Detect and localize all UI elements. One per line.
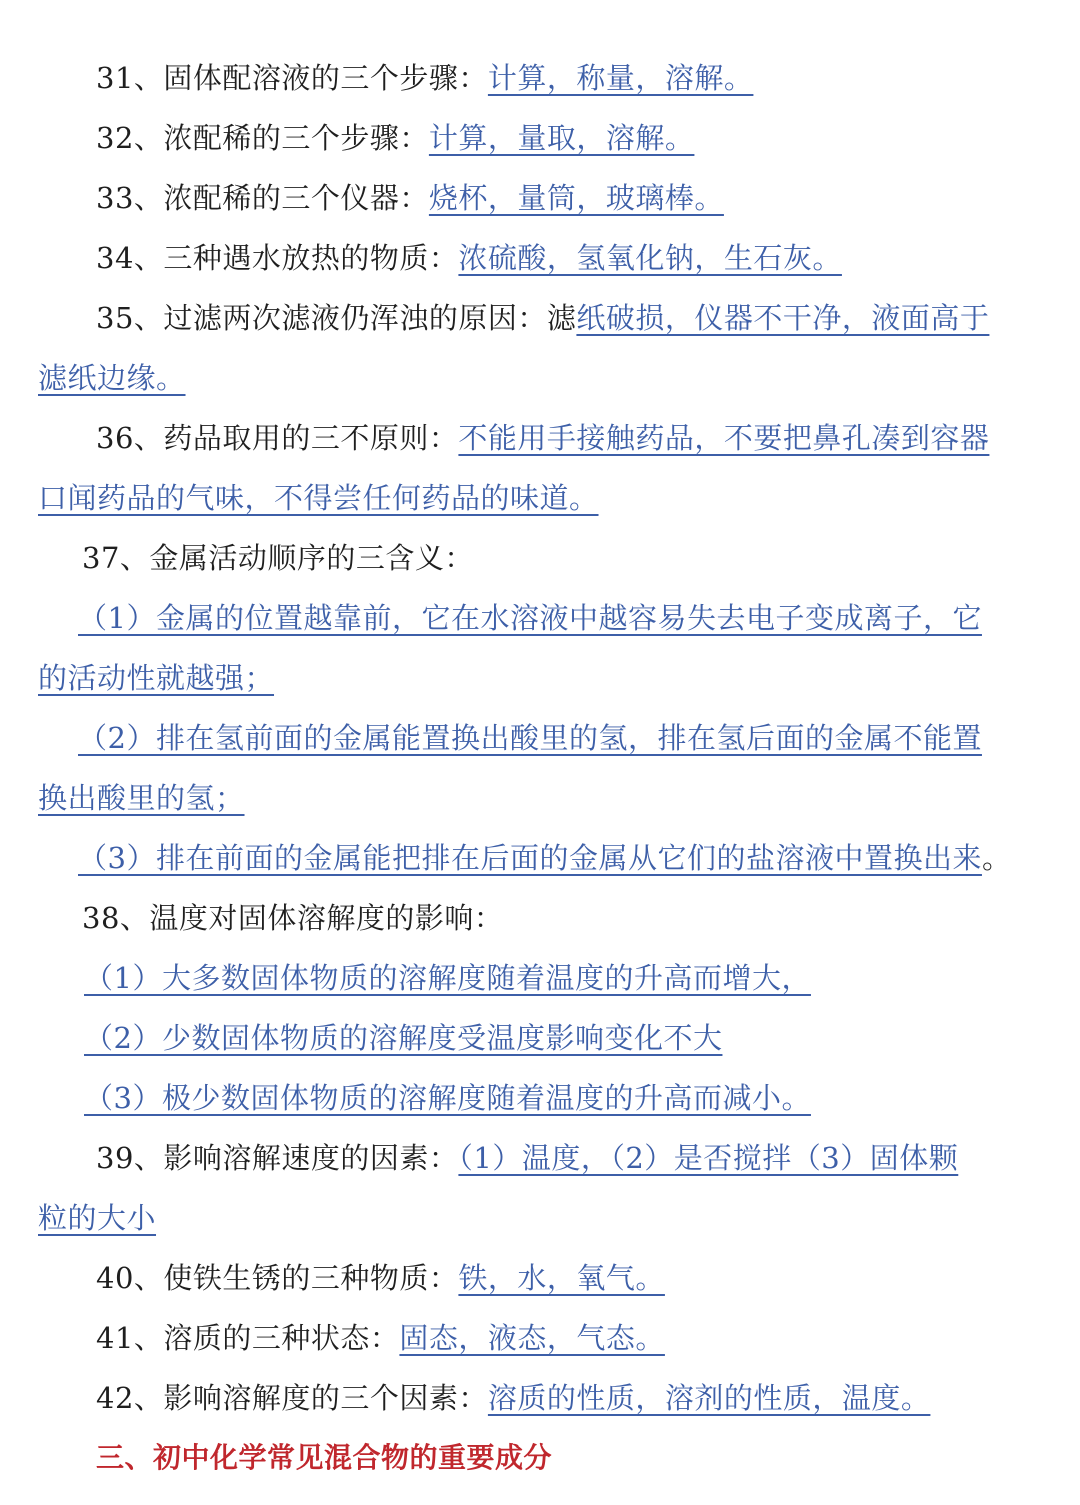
item-41-question: 41、溶质的三种状态： [96, 1321, 400, 1355]
item-37-line [82, 538, 474, 578]
item-35-answer-part1: 纸破损，仪器不干净，液面高于 [576, 301, 990, 335]
item-34-question: 34、三种遇水放热的物质： [96, 241, 459, 275]
item-37-point1-line1 [78, 598, 982, 638]
item-38-point2-text: （2）少数固体物质的溶解度受温度影响变化不大 [84, 1021, 723, 1055]
item-32-question: 32、浓配稀的三个步骤： [96, 121, 429, 155]
item-34-answer: 浓硫酸，氢氧化钠，生石灰。 [458, 241, 842, 275]
item-36-question: 36、药品取用的三不原则： [96, 421, 459, 455]
item-41 [96, 1318, 665, 1358]
item-38-point2 [84, 1018, 722, 1058]
item-36-answer-part2: 口闻药品的气味，不得尝任何药品的味道。 [38, 481, 599, 515]
item-38-point3 [84, 1078, 811, 1118]
item-33-answer: 烧杯，量筒，玻璃棒。 [428, 181, 724, 215]
item-37-point1-line2 [38, 658, 274, 698]
item-39-line2 [38, 1198, 156, 1238]
item-38-line [82, 898, 503, 938]
item-41-answer: 固态，液态，气态。 [399, 1321, 665, 1355]
item-39-answer-part2: 粒的大小 [38, 1201, 157, 1235]
item-37-point1-part1: （1）金属的位置越靠前，它在水溶液中越容易失去电子变成离子，它 [78, 601, 982, 635]
item-38-question: 38、温度对固体溶解度的影响： [82, 901, 504, 935]
item-36-line1 [96, 418, 989, 458]
item-37-question: 37、金属活动顺序的三含义： [82, 541, 474, 575]
item-37-point3-period: 。 [981, 841, 1012, 875]
item-35-line2 [38, 358, 186, 398]
item-35-question: 35、过滤两次滤液仍浑浊的原因：滤 [96, 301, 577, 335]
item-38-point1 [84, 958, 811, 998]
item-42-question: 42、影响溶解度的三个因素： [96, 1381, 488, 1415]
item-42 [96, 1378, 930, 1418]
item-37-point2-line1 [78, 718, 982, 758]
item-40-answer: 铁，水，氧气。 [458, 1261, 665, 1295]
item-37-point3-text: （3）排在前面的金属能把排在后面的金属从它们的盐溶液中置换出来 [78, 841, 982, 875]
item-32-answer: 计算，量取，溶解。 [428, 121, 695, 155]
item-37-point2-part1: （2）排在氢前面的金属能置换出酸里的氢，排在氢后面的金属不能置 [78, 721, 982, 755]
item-39-line1 [96, 1138, 958, 1178]
item-37-point1-part2: 的活动性就越强； [38, 661, 275, 695]
item-39-question: 39、影响溶解速度的因素： [96, 1141, 459, 1175]
item-42-answer: 溶质的性质，溶剂的性质，温度。 [487, 1381, 931, 1415]
item-37-point2-part2: 换出酸里的氢； [38, 781, 245, 815]
item-33-question: 33、浓配稀的三个仪器： [96, 181, 429, 215]
section-heading: 三、初中化学常见混合物的重要成分 [96, 1441, 553, 1474]
item-32 [96, 118, 694, 158]
item-34 [96, 238, 842, 278]
item-36-answer-part1: 不能用手接触药品，不要把鼻孔凑到容器 [458, 421, 990, 455]
item-35-answer-part2: 滤纸边缘。 [38, 361, 186, 395]
item-31-answer: 计算，称量，溶解。 [487, 61, 754, 95]
item-31-question: 31、固体配溶液的三个步骤： [96, 61, 488, 95]
item-38-point1-text: （1）大多数固体物质的溶解度随着温度的升高而增大， [84, 961, 811, 995]
item-35-line1 [96, 298, 989, 338]
item-33 [96, 178, 724, 218]
item-40-question: 40、使铁生锈的三种物质： [96, 1261, 459, 1295]
item-38-point3-text: （3）极少数固体物质的溶解度随着温度的升高而减小。 [84, 1081, 811, 1115]
item-39-answer-part1: （1）温度，（2）是否搅拌（3）固体颗 [458, 1141, 959, 1175]
item-37-point2-line2 [38, 778, 245, 818]
item-37-point3 [78, 838, 1011, 878]
item-40 [96, 1258, 665, 1298]
item-36-line2 [38, 478, 599, 518]
item-31 [96, 58, 753, 98]
